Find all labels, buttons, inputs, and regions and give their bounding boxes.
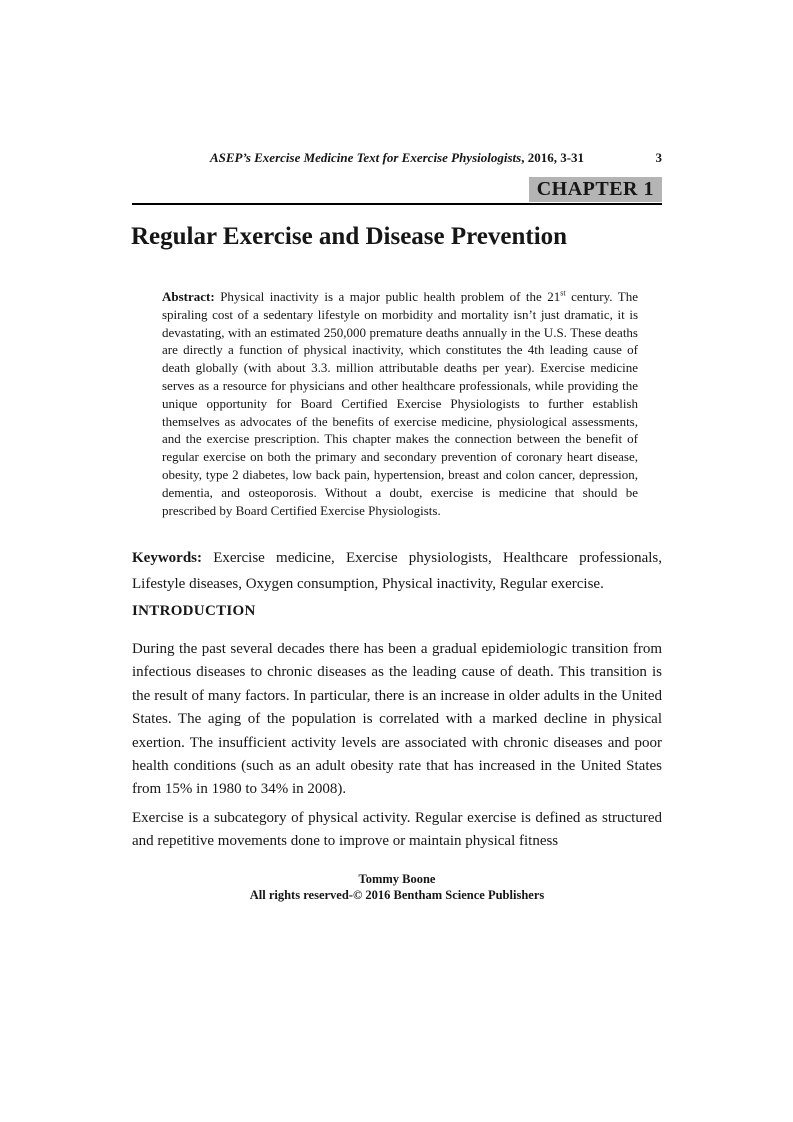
- introduction-heading: INTRODUCTION: [132, 603, 256, 619]
- header-rule: [132, 203, 662, 205]
- page-title: Regular Exercise and Disease Prevention: [131, 223, 568, 250]
- abstract-label: Abstract:: [162, 289, 215, 304]
- abstract-superscript: st: [560, 288, 566, 298]
- keywords-label: Keywords:: [132, 550, 202, 566]
- keywords-paragraph: [132, 545, 662, 597]
- keywords-text: Exercise medicine, Exercise physiologists, Healthcare professionals, Lifestyle diseases, Oxygen consumption, Physical inactivity, Regular exercise.: [132, 550, 662, 592]
- footer-author: Tommy Boone: [358, 872, 436, 886]
- abstract-text-part2: century. The spiraling cost of a sedentary lifestyle on morbidity and mortality isn’t just dramatic, it is devastating, with an estimated 250,000 premature deaths annually in the U.S. These deaths are directly a function of physical inactivity, which constitutes the 4th leading cause of death globally (with about 3.3. million attributable deaths per year). Exercise medicine serves as a resource for physicians and other healthcare professionals, while providing the unique opportunity for Board Certified Exercise Physiologists to further establish themselves as advocates of the benefits of exercise medicine, physiological assessments, and the exercise prescription. This chapter makes the connection between the benefit of regular exercise on both the primary and secondary prevention of coronary heart disease, obesity, type 2 diabetes, low back pain, hypertension, breast and colon cancer, depression, dementia, and osteoporosis. Without a doubt, exercise is medicine that should be prescribed by Board Certified Exercise Physiologists.: [162, 289, 638, 518]
- introduction-paragraph-2: Exercise is a subcategory of physical activity. Regular exercise is defined as structured and repetitive movements done to improve or maintain physical fitness: [132, 810, 662, 850]
- abstract-paragraph: [162, 288, 638, 519]
- page-footer: [132, 872, 662, 903]
- introduction-paragraph-1: During the past several decades there has been a gradual epidemiologic transition from infectious diseases to chronic diseases as the leading cause of death. This transition is the result of many factors. In particular, there is an increase in older adults in the United States. The aging of the population is correlated with a marked decline in physical exertion. The insufficient activity levels are associated with chronic diseases and poor health conditions (such as an adult obesity rate that has increased in the United States from 15% in 1980 to 34% in 2008).: [132, 641, 662, 798]
- running-head-journal-title: ASEP’s Exercise Medicine Text for Exercise Physiologists: [209, 150, 522, 165]
- footer-copyright: All rights reserved-© 2016 Bentham Science Publishers: [249, 887, 545, 902]
- chapter-label: CHAPTER 1: [529, 177, 662, 202]
- page-number: 3: [655, 150, 662, 165]
- running-head: [132, 150, 662, 166]
- running-head-row: [132, 150, 662, 168]
- running-head-journal-meta: , 2016, 3-31: [521, 150, 585, 165]
- abstract-text-part1: Physical inactivity is a major public health problem of the 21: [214, 289, 561, 304]
